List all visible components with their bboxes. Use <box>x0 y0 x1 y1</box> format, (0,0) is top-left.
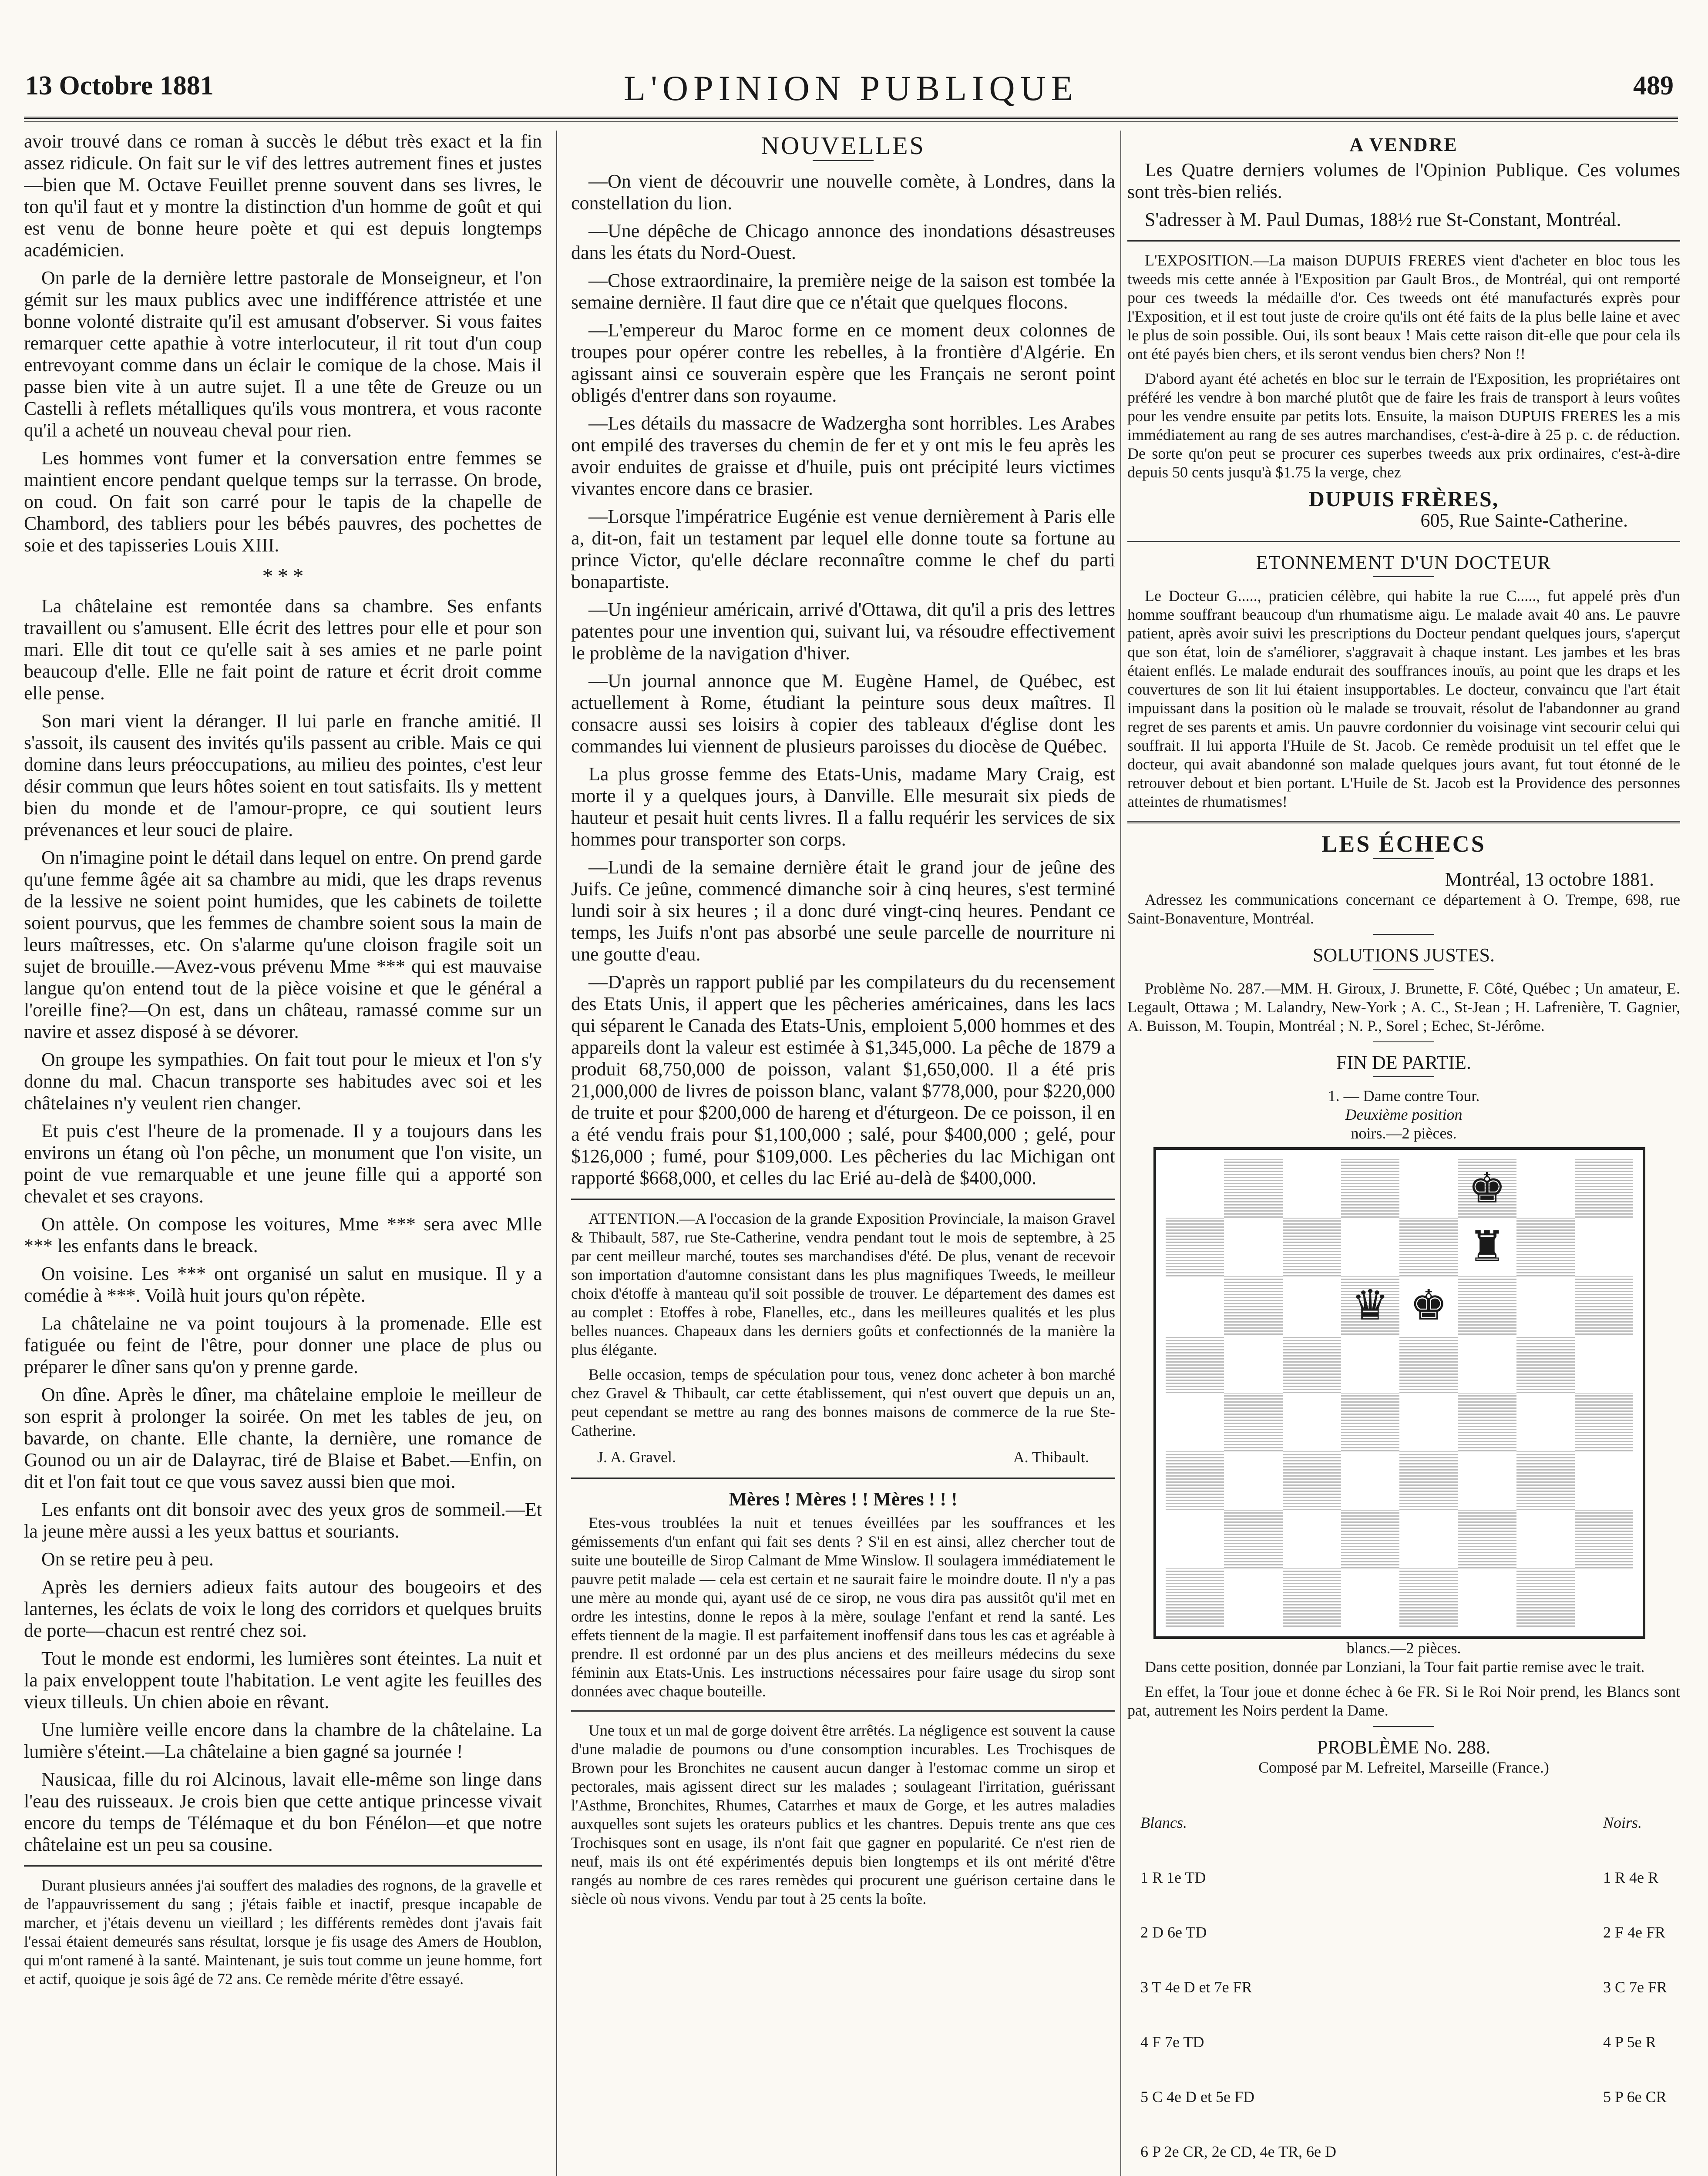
chess-square <box>1458 1568 1516 1627</box>
chess-square <box>1399 1218 1458 1276</box>
chess-square <box>1458 1335 1516 1393</box>
signatures <box>571 1446 1115 1468</box>
title-rule <box>1373 576 1434 577</box>
article-paragraph: avoir trouvé dans ce roman à succès le début très exact et la fin assez ridicule. On fait sur le vif des lettres autrement fines et justes—bien que M. Octave Feuillet prenne souvent dans ses livres, le ton qu'il faut et y montre la distinction d'un homme de goût et qui est venu de bonne heure poète et qui est depuis longtemps académicien. <box>24 131 542 261</box>
move: 4 P 5e R <box>1603 2033 1656 2051</box>
chess-square <box>1224 1510 1282 1568</box>
noirs-heading: Noirs. <box>1603 1814 1642 1831</box>
chess-square <box>1575 1451 1633 1510</box>
blancs-heading: Blancs. <box>1140 1814 1187 1831</box>
chess-square <box>1341 1335 1399 1393</box>
news-item: —Lorsque l'impératrice Eugénie est venue dernièrement à Paris elle a, dit-on, fait un testament par lequel elle donne toute sa fortune au prince Victor, qu'elle déclare reconnaître comme le chef du parti bonapartiste. <box>571 506 1115 592</box>
chess-square <box>1458 1276 1516 1335</box>
news-item: —Chose extraordinaire, la première neige de la saison est tombée la semaine dernière. Il faut dire que ce n'était que quelques flocons. <box>571 270 1115 313</box>
article-paragraph: Son mari vient la déranger. Il lui parle en franche amitié. Il s'assoit, ils causent des invités qu'ils passent au crible. Mais ce qui domine dans leurs préoccupations, au milieu des pointes, c'est leur désir commun que leurs hôtes soient en tout satisfaits. Ils y mettent bien du monde et de l'amour-propre, ce qui soutient leurs prévenances et leur souci de plaire. <box>24 710 542 840</box>
title-rule <box>1373 1041 1434 1042</box>
chess-square <box>1399 1451 1458 1510</box>
move: 3 C 7e FR <box>1603 1978 1667 1996</box>
move: 2 D 6e TD <box>1140 1924 1207 1941</box>
chess-square <box>1283 1159 1341 1218</box>
col1-paragraphs-b <box>24 595 542 1856</box>
section-rule <box>1127 240 1680 242</box>
move: 5 C 4e D et 5e FD <box>1140 2088 1254 2105</box>
news-item: —Un ingénieur américain, arrivé d'Ottawa, dit qu'il a pris des lettres patentes pour une invention qui, suivant lui, va résoudre effectivement le problème de la navigation d'hiver. <box>571 599 1115 664</box>
fin-text: Dans cette position, donnée par Lonziani, la Tour fait partie remise avec le trait. <box>1145 1658 1645 1676</box>
move: 1 R 4e R <box>1603 1869 1658 1886</box>
column-1 <box>24 131 542 1995</box>
column-divider <box>556 131 557 2176</box>
chess-square <box>1399 1335 1458 1393</box>
title-rule <box>1373 1076 1434 1077</box>
masthead <box>17 68 1684 108</box>
page-number: 489 <box>1633 71 1674 101</box>
chess-square <box>1283 1276 1341 1335</box>
chess-piece-icon: ♚ <box>1468 1165 1506 1212</box>
vendre-title: A VENDRE <box>1349 134 1458 155</box>
echecs-date: Montréal, 13 octobre 1881. <box>1445 869 1654 890</box>
move: 4 F 7e TD <box>1140 2033 1204 2051</box>
article-paragraph: On dîne. Après le dîner, ma châtelaine emploie le meilleur de son esprit à prolonger la soirée. On met les tables de jeu, on bavarde, on chante. Elle chante, la dernière, une romance de Gounod ou un air de Dalayrac, tiré de Blaise et Babet.—Enfin, on dit et l'on fait tout ce que vous savez aussi bien que moi. <box>24 1384 542 1492</box>
news-item: —Les détails du massacre de Wadzergha sont horribles. Les Arabes ont empilé des traverses du chemin de fer et y ont mis le feu après les avoir enduites de graisse et d'huile, puis ont précipité leurs victimes vivantes encore dans ce brasier. <box>571 413 1115 499</box>
column-2 <box>571 131 1115 1914</box>
section-rule <box>1127 541 1680 542</box>
chess-square <box>1516 1451 1575 1510</box>
article-paragraph: Et puis c'est l'heure de la promenade. Il y a toujours dans les environs un étang où l'on pêche, un monument que l'on visite, un point de vue remarquable et une jeune fille qui a apporté son chevalet et ses crayons. <box>24 1120 542 1207</box>
chess-square <box>1399 1276 1458 1335</box>
article-paragraph: On voisine. Les *** ont organisé un salut en musique. Il y a comédie à ***. Voilà huit jours qu'on répète. <box>24 1263 542 1306</box>
section-rule <box>24 1865 542 1867</box>
chess-square <box>1575 1510 1633 1568</box>
chess-square <box>1516 1510 1575 1568</box>
section-rule <box>571 1710 1115 1712</box>
chess-square <box>1516 1276 1575 1335</box>
chess-diagram <box>1153 1147 1654 1639</box>
move: 5 P 6e CR <box>1603 2088 1667 2105</box>
news-item: —Lundi de la semaine dernière était le grand jour de jeûne des Juifs. Ce jeûne, commencé dimanche soir à cinq heures, s'est terminé lundi soir à six heures ; il a donc duré vingt-cinq heures. Pendant ce temps, les Juifs n'ont pas absorbé une seule parcelle de nourriture ni une goutte d'eau. <box>571 856 1115 965</box>
fin-position: Deuxième position <box>1345 1106 1463 1123</box>
chess-square <box>1516 1393 1575 1451</box>
issue-date: 13 Octobre 1881 <box>25 71 214 101</box>
houblon-advertisement: Durant plusieurs années j'ai souffert des maladies des rognons, de la gravelle et de l'appauvrissement du sang ; j'étais faible et inactif, presque incapable de marcher, et j'étais devenu un vieillard ; les différents remèdes dont j'avais fait l'essai étaient demeurés sans résultat, lorsque je fis usage des Amers de Houblon, qui m'ont ramené à la santé. Maintenant, je suis tout comme un jeune homme, fort et actif, quoique je sois âgé de 72 ans. Ce remède mérite d'être essayé. <box>24 1877 542 1988</box>
article-paragraph: Nausicaa, fille du roi Alcinous, lavait elle-même son linge dans l'eau des ruisseaux. Je crois bien que cette antique princesse vivait encore du temps de Télémaque et du bon Fénélon—et que notre châtelaine est un peu sa cousine. <box>24 1769 542 1855</box>
chess-square <box>1575 1568 1633 1627</box>
article-paragraph: Les enfants ont dit bonsoir avec des yeux gros de sommeil.—Et la jeune mère aussi a les yeux battus et souriants. <box>24 1499 542 1542</box>
article-paragraph: Tout le monde est endormi, les lumières sont éteintes. La nuit et la paix enveloppent toute l'habitation. Le vent agite les feuilles des vieux tilleuls. Un chien aboie en rêvant. <box>24 1648 542 1713</box>
article-paragraph: On parle de la dernière lettre pastorale de Monseigneur, et l'on gémit sur les maux publics avec une indifférence attristée et une bonne volonté distraite qu'il est amusant d'observer. Si vous faites remarquer cette apathie à votre interlocuteur, il rit tout d'un coup entrevoyant comme dans un éclair le comique de la chose. Mais il passe bien vite à un autre sujet. Il a une tête de Greuze ou un Castelli à reflets métalliques qu'ils vous montrera, et vous raconte qu'il a acheté un nouveau cheval pour rien. <box>24 267 542 441</box>
chess-square <box>1516 1335 1575 1393</box>
move: 6 P 2e CR, 2e CD, 4e TR, 6e D <box>1140 2143 1336 2160</box>
move: 3 T 4e D et 7e FR <box>1140 1978 1252 1996</box>
news-item: —Un journal annonce que M. Eugène Hamel, de Québec, est actuellement à Rome, étudiant la peinture sous deux maîtres. Il consacre aussi ses loisirs à copier des tableaux d'église dont les commandes lui viennent de plusieurs paroisses du diocèse de Québec. <box>571 670 1115 757</box>
masthead-rule <box>24 117 1678 122</box>
fin-title: FIN DE PARTIE. <box>1336 1052 1471 1073</box>
move: 1 R 1e TD <box>1140 1869 1206 1886</box>
chess-square <box>1341 1218 1399 1276</box>
signature-gravel: J. A. Gravel. <box>597 1448 676 1466</box>
chess-square <box>1575 1276 1633 1335</box>
chess-square <box>1224 1393 1282 1451</box>
chess-square <box>1166 1451 1224 1510</box>
problem-author: Composé par M. Lefreitel, Marseille (France.) <box>1258 1759 1549 1776</box>
title-rule <box>813 160 874 161</box>
article-paragraph: On attèle. On compose les voitures, Mme *** sera avec Mlle *** les enfants dans le breack. <box>24 1213 542 1256</box>
column-divider <box>1120 131 1121 2176</box>
toux-advertisement: Une toux et un mal de gorge doivent être arrêtés. La négligence est souvent la cause d'une maladie de poumons ou d'une consomption incurables. Les Trochisques de Brown pour les Bronchites ne causent aucun danger à l'estomac comme un sirop et pectorales, mais agissent direct sur les malades ; soulageant l'irritation, guérissant l'Asthme, Bronchites, Rhumes, Catarrhes et maux de Gorge, et les autres maladies auxquelles sont sujets les orateurs publics et les chantres. Depuis trente ans que ces Trochisques sont en usage, ils n'ont fait que gagner en popularité. Ce n'est rien de neuf, mais ils ont été expérimentés depuis bien longtemps et ils ont mérité d'être rangés au nombre de ces rares remèdes qui procurent une guérison certaine dans le siècle où nous vivons. Vendu par tout à 25 cents la boîte. <box>571 1722 1115 1907</box>
chess-square <box>1341 1276 1399 1335</box>
chess-grid <box>1166 1159 1633 1627</box>
problem-moves <box>1127 1777 1680 2176</box>
chess-square <box>1399 1568 1458 1627</box>
solutions-text: Problème No. 287.—MM. H. Giroux, J. Brunette, F. Côté, Québec ; Un amateur, E. Legault, Ottawa ; M. Lalandry, New-York ; A. C., St-Jean ; H. Lafrenière, T. Gagnier, A. Buisson, M. Toupin, Montréal ; N. P., Sorel ; Echec, St-Jérôme. <box>1127 980 1680 1034</box>
chess-square <box>1166 1276 1224 1335</box>
column-3 <box>1127 131 1680 2176</box>
chess-square <box>1399 1393 1458 1451</box>
article-paragraph: Les hommes vont fumer et la conversation entre femmes se maintient encore pendant quelque temps sur la terrasse. On brode, on coud. On fait son carré pour le tapis de la chapelle de Chambord, des tabliers pour les bébés pauvres, des pochettes de soie et des tapisseries Louis XIII. <box>24 447 542 556</box>
vendre-text: Les Quatre derniers volumes de l'Opinion Publique. Ces volumes sont très-bien reliés. <box>1127 159 1680 202</box>
chess-square <box>1399 1159 1458 1218</box>
meres-advertisement: Etes-vous troublées la nuit et tenues éveillées par les souffrances et les gémissements d'un enfant qui fait ses dents ? S'il en est ainsi, allez chercher tout de suite une bouteille de Sirop Calmant de Mme Winslow. Il soulagera immédiatement le pauvre petit malade — cela est certain et ne saurait faire le moindre doute. Il n'y a pas une mère au monde qui, ayant usé de ce sirop, ne vous dira pas aussitôt qu'il met en ordre les intestins, donne le repos à la mère, soulage l'enfant et rend la santé. Les effets tiennent de la magie. Il est parfaitement inoffensif dans tous les cas et agréable à prendre. Il est ordonné par un des plus anciens et des meilleurs médecins du sexe féminin aux Etats-Unis. Les instructions nécessaires pour faire usage du sirop sont données avec chaque bouteille. <box>571 1514 1115 1700</box>
chess-square <box>1575 1159 1633 1218</box>
chess-square <box>1283 1510 1341 1568</box>
news-item: —D'après un rapport publié par les compilateurs du du recensement des Etats Unis, il appert que les pêcheries américaines, dans les lacs qui séparent le Canada des Etats-Unis, emploient 5,000 hommes et des appareils dont la valeur est estimée à $1,345,000. La pêche de 1879 a produit 68,750,000 de poisson, valant $1,650,000. Il a été pris 21,000,000 de livres de poisson blanc, valant $778,000, pour $220,000 de truite et pour $200,000 de hareng et d'éturgeon. De ce poisson, il en a été vendu frais pour $1,100,000 ; salé, pour $400,000 ; gelé, pour $126,000 ; fumé, pour $109,000. Les pêcheries du lac Michigan ont rapporté $668,000, et celles du lac Erié au-delà de $400,000. <box>571 971 1115 1189</box>
chess-square <box>1575 1393 1633 1451</box>
title-rule <box>1373 969 1434 970</box>
chess-square <box>1283 1335 1341 1393</box>
fin-subtitle: 1. — Dame contre Tour. <box>1328 1087 1480 1105</box>
chess-square <box>1166 1335 1224 1393</box>
chess-square <box>1458 1393 1516 1451</box>
signature-thibault: A. Thibault. <box>1013 1448 1089 1466</box>
chess-square <box>1224 1568 1282 1627</box>
chess-square <box>1166 1159 1224 1218</box>
chess-square <box>1283 1393 1341 1451</box>
title-rule <box>1373 934 1434 935</box>
chess-square <box>1166 1568 1224 1627</box>
news-item: —L'empereur du Maroc forme en ce moment deux colonnes de troupes pour opérer contre les rebelles, à la frontière d'Algérie. En agissant ainsi ce souverain espère que les Français ne seront point obligés d'entrer dans son royaume. <box>571 319 1115 406</box>
chess-square <box>1283 1218 1341 1276</box>
solutions-title: SOLUTIONS JUSTES. <box>1312 944 1495 966</box>
section-rule <box>571 1478 1115 1479</box>
blancs-label: blancs.—2 pièces. <box>1346 1639 1461 1657</box>
chess-square <box>1341 1393 1399 1451</box>
chess-square <box>1575 1218 1633 1276</box>
chess-piece-icon: ♛ <box>1351 1282 1389 1329</box>
chess-square <box>1224 1451 1282 1510</box>
nouvelles-title: NOUVELLES <box>761 131 925 160</box>
title-rule <box>1373 858 1434 859</box>
article-paragraph: On groupe les sympathies. On fait tout pour le mieux et l'on s'y donne du mal. Chacun transporte ses habitudes avec soi et les châtelaines n'y veulent rien changer. <box>24 1049 542 1114</box>
chess-square <box>1399 1510 1458 1568</box>
dupuis-address: 605, Rue Sainte-Catherine. <box>1420 510 1628 531</box>
chess-square <box>1458 1451 1516 1510</box>
chess-square <box>1283 1568 1341 1627</box>
article-paragraph: On se retire peu à peu. <box>41 1548 214 1570</box>
vendre-text: S'adresser à M. Paul Dumas, 188½ rue St-Constant, Montréal. <box>1145 209 1621 230</box>
chess-square <box>1224 1335 1282 1393</box>
chess-square <box>1283 1451 1341 1510</box>
move: 2 F 4e FR <box>1603 1924 1666 1941</box>
news-item: La plus grosse femme des Etats-Unis, madame Mary Craig, est morte il y a quelques jours, à Danville. Elle mesurait six pieds de hauteur et pesait huit cents livres. Il a fallu requérir les services de six hommes pour transporter son corps. <box>571 763 1115 850</box>
section-rule <box>571 1199 1115 1200</box>
exposition-advertisement-cont: D'abord ayant été achetés en bloc sur le terrain de l'Exposition, les propriétaires ont préféré les vendre à bon marché plutôt que de faire les frais de transport à leurs voûtes pour les vendre ensuite par petits lots. Ensuite, la maison DUPUIS FRERES les a mis immédiatement au rang de ses autres marchandises, c'est-à-dire à 25 p. c. de réduction. De sorte qu'on peut se procurer ces superbes tweeds aux prix ordinaires, c'est-à-dire depuis 50 cents jusqu'à $1.75 la verge, chez <box>1127 370 1680 481</box>
echecs-address: Adressez les communications concernant ce département à O. Trempe, 698, rue Saint-Bonaventure, Montréal. <box>1127 891 1680 927</box>
exposition-advertisement: L'EXPOSITION.—La maison DUPUIS FRERES vient d'acheter en bloc tous les tweeds mis cette année à l'Exposition par Gault Bros., de Montréal, qui ont remporté pour ces tweeds la médaille d'or. Ces tweeds ont été manufacturés exprès pour l'Exposition, et il est tout juste de croire qu'ils ont été faits de la plus belle laine et avec le plus de soin possible. Oui, ils sont beaux ! Mais cette raison dit-elle que pour cela ils ont été payés bien chers, et ils seront vendus bien chers? Non !! <box>1127 252 1680 363</box>
attention-advertisement-cont: Belle occasion, temps de spéculation pour tous, venez donc acheter à bon marché chez Gravel & Thibault, car cette établissement, qui n'est ouvert que depuis un an, peut cependant se mettre au rang des bonnes maisons de commerce de la rue Ste-Catherine. <box>571 1366 1115 1439</box>
article-paragraph: La châtelaine ne va point toujours à la promenade. Elle est fatiguée ou feint de l'être, pour donner une place de plus ou préparer le dîner sans qu'on y prenne garde. <box>24 1313 542 1377</box>
problem-noirs-column <box>1603 1777 1667 2176</box>
meres-title: Mères ! Mères ! ! Mères ! ! ! <box>729 1488 958 1510</box>
chess-square <box>1224 1276 1282 1335</box>
chess-square <box>1516 1218 1575 1276</box>
chess-board <box>1153 1147 1645 1639</box>
chess-square <box>1458 1218 1516 1276</box>
chess-square <box>1341 1568 1399 1627</box>
chess-square <box>1458 1510 1516 1568</box>
problem-blancs-column <box>1140 1777 1336 2176</box>
chess-square <box>1166 1218 1224 1276</box>
dupuis-name: DUPUIS FRÈRES, <box>1308 487 1499 511</box>
chess-square <box>1341 1159 1399 1218</box>
chess-square <box>1224 1218 1282 1276</box>
article-paragraph: Après les derniers adieux faits autour des bougeoirs et des lanternes, les éclats de voix le long des corridors et quelques bruits de porte—chacun est rentré chez soi. <box>24 1576 542 1641</box>
article-paragraph: La châtelaine est remontée dans sa chambre. Ses enfants travaillent ou s'amusent. Elle écrit des lettres pour elle et pour son mari. Elle dit tout ce qu'elle sait à ses amies et ne parle point beaucoup d'elle. Elle ne fait point de rature et écrit droit comme elle pense. <box>24 595 542 704</box>
chess-square <box>1516 1159 1575 1218</box>
chess-piece-icon: ♚ <box>1410 1282 1448 1329</box>
news-item: —Une dépêche de Chicago annonce des inondations désastreuses dans les états du Nord-Ouest. <box>571 220 1115 263</box>
docteur-advertisement: Le Docteur G....., praticien célèbre, qui habite la rue C....., fut appelé près d'un homme souffrant beaucoup d'un rhumatisme aigu. Le malade avait 40 ans. Le pauvre patient, après avoir suivi les prescriptions du Docteur pendant quelques jours, s'aperçut que son état, loin de s'améliorer, s'aggravait à chaque instant. Les jambes et les bras étaient enflés. Le malade endurait des souffrances inouïs, au point que les draps et les couvertures de son lit lui étaient insupportables. Le docteur, convaincu que l'art était impuissant dans la position où le malade se trouvait, résolut de l'abandonner au grand regret de ses parents et amis. Un pauvre cordonnier du voisinage vint secourir celui qui souffrait. Il lui apporta l'Huile de St. Jacob. Ce remède produisit un tel effet que le docteur, qui avait abandonné son malade quelques jours avant, fut tout étonné de le retrouver debout et bien portant. L'Huile de St. Jacob est la Providence des personnes atteintes de rhumatismes! <box>1127 587 1680 810</box>
problem-title: PROBLÈME No. 288. <box>1317 1736 1491 1758</box>
title-rule <box>1373 1726 1434 1727</box>
chess-square <box>1341 1510 1399 1568</box>
echecs-title: LES ÉCHECS <box>1321 831 1486 857</box>
article-paragraph: Une lumière veille encore dans la chambre de la châtelaine. La lumière s'éteint.—La châtelaine a bien gagné sa journée ! <box>24 1719 542 1762</box>
chess-piece-icon: ♜ <box>1468 1223 1506 1270</box>
chess-square <box>1224 1159 1282 1218</box>
asterism: * * * <box>262 564 304 588</box>
newspaper-title: L'OPINION PUBLIQUE <box>624 68 1078 108</box>
fin-text: En effet, la Tour joue et donne échec à 6e FR. Si le Roi Noir prend, les Blancs sont pat, autrement les Noirs perdent la Dame. <box>1127 1683 1680 1719</box>
col1-paragraphs-a <box>24 131 542 556</box>
article-paragraph: On n'imagine point le détail dans lequel on entre. On prend garde qu'une femme âgée ait sa chambre au midi, que les draps revenus de la lessive ne soient point humides, que les cabinets de toilette soient pourvus, que les femmes de chambre soient sous la main de leurs maîtresses, etc. On s'alarme qu'une cloison fragile soit un sujet de brouille.—Avez-vous prévenu Mme *** qui est mauvaise langue qu'on entend tout de la pièce voisine et que le général a l'oreille fine?—On est, dans un château, ramassé comme sur un navire et assez disposé à se dévorer. <box>24 847 542 1042</box>
chess-square <box>1516 1568 1575 1627</box>
section-rule <box>1127 821 1680 823</box>
docteur-title: ETONNEMENT D'UN DOCTEUR <box>1256 552 1552 573</box>
news-item: —On vient de découvrir une nouvelle comète, à Londres, dans la constellation du lion. <box>571 171 1115 214</box>
chess-square <box>1575 1335 1633 1393</box>
attention-advertisement: ATTENTION.—A l'occasion de la grande Exposition Provinciale, la maison Gravel & Thibault, 587, rue Ste-Catherine, vendra pendant tout le mois de septembre, à 25 par cent meilleur marché, toutes ses marchandises d'été. De plus, venant de recevoir son importation d'automne consistant dans les plus magnifiques Tweeds, le meilleur choix d'étoffe à manteau qu'il soit possible de trouver. Le département des dames est au complet : Etoffes à robe, Flanelles, etc., dans les meilleures qualités et les plus belles nuances. Chapeaux dans les derniers goûts et confectionnés de la manière la plus élégante. <box>571 1210 1115 1358</box>
chess-square <box>1341 1451 1399 1510</box>
chess-square <box>1458 1159 1516 1218</box>
chess-square <box>1166 1510 1224 1568</box>
chess-square <box>1166 1393 1224 1451</box>
noirs-label: noirs.—2 pièces. <box>1351 1125 1457 1142</box>
